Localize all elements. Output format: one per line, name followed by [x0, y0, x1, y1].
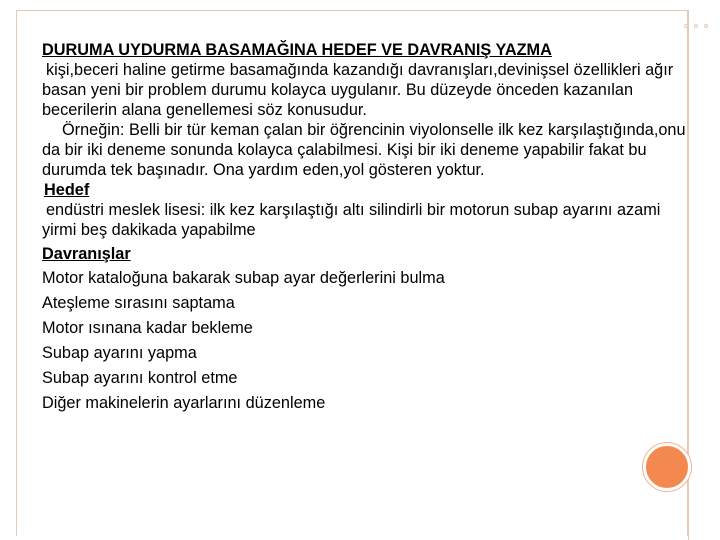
example-paragraph: Örneğin: Belli bir tür keman çalan bir öğrencinin viyolonselle ilk kez karşılaştığında,onu da bir iki deneme sonunda kolayca çalabilmesi. Kişi bir iki deneme yapabilir fakat bu durumda tek başınadır. Ona yardım eden,yol gösteren yoktur. [42, 121, 686, 179]
list-item: Subap ayarını yapma [42, 344, 197, 362]
slide-content [42, 40, 692, 416]
list-item: Ateşleme sırasını saptama [42, 294, 235, 312]
behaviors-list [42, 266, 692, 416]
goal-heading: Hedef [44, 181, 90, 199]
list-item: Motor ısınana kadar bekleme [42, 319, 253, 337]
slide-title: DURUMA UYDURMA BASAMAĞINA HEDEF VE DAVRANIŞ YAZMA [42, 41, 552, 59]
list-item: Diğer makinelerin ayarlarını düzenleme [42, 394, 326, 412]
decorative-circle [643, 443, 691, 491]
list-item: Subap ayarını kontrol etme [42, 369, 238, 387]
decorative-dots [682, 18, 716, 34]
list-item: Motor kataloğuna bakarak subap ayar değerlerini bulma [42, 269, 445, 287]
intro-paragraph: kişi,beceri haline getirme basamağında kazandığı davranışları,devinişsel özellikleri ağır basan yeni bir problem durumu kolayca uygulanır. Bu düzeyde önceden kazanılan becerilerin alana genellemesi söz konusudur. [42, 61, 674, 119]
behaviors-heading: Davranışlar [42, 245, 131, 263]
goal-text: endüstri meslek lisesi: ilk kez karşılaştığı altı silindirli bir motorun subap ayarını azami yirmi beş dakikada yapabilme [42, 201, 661, 239]
